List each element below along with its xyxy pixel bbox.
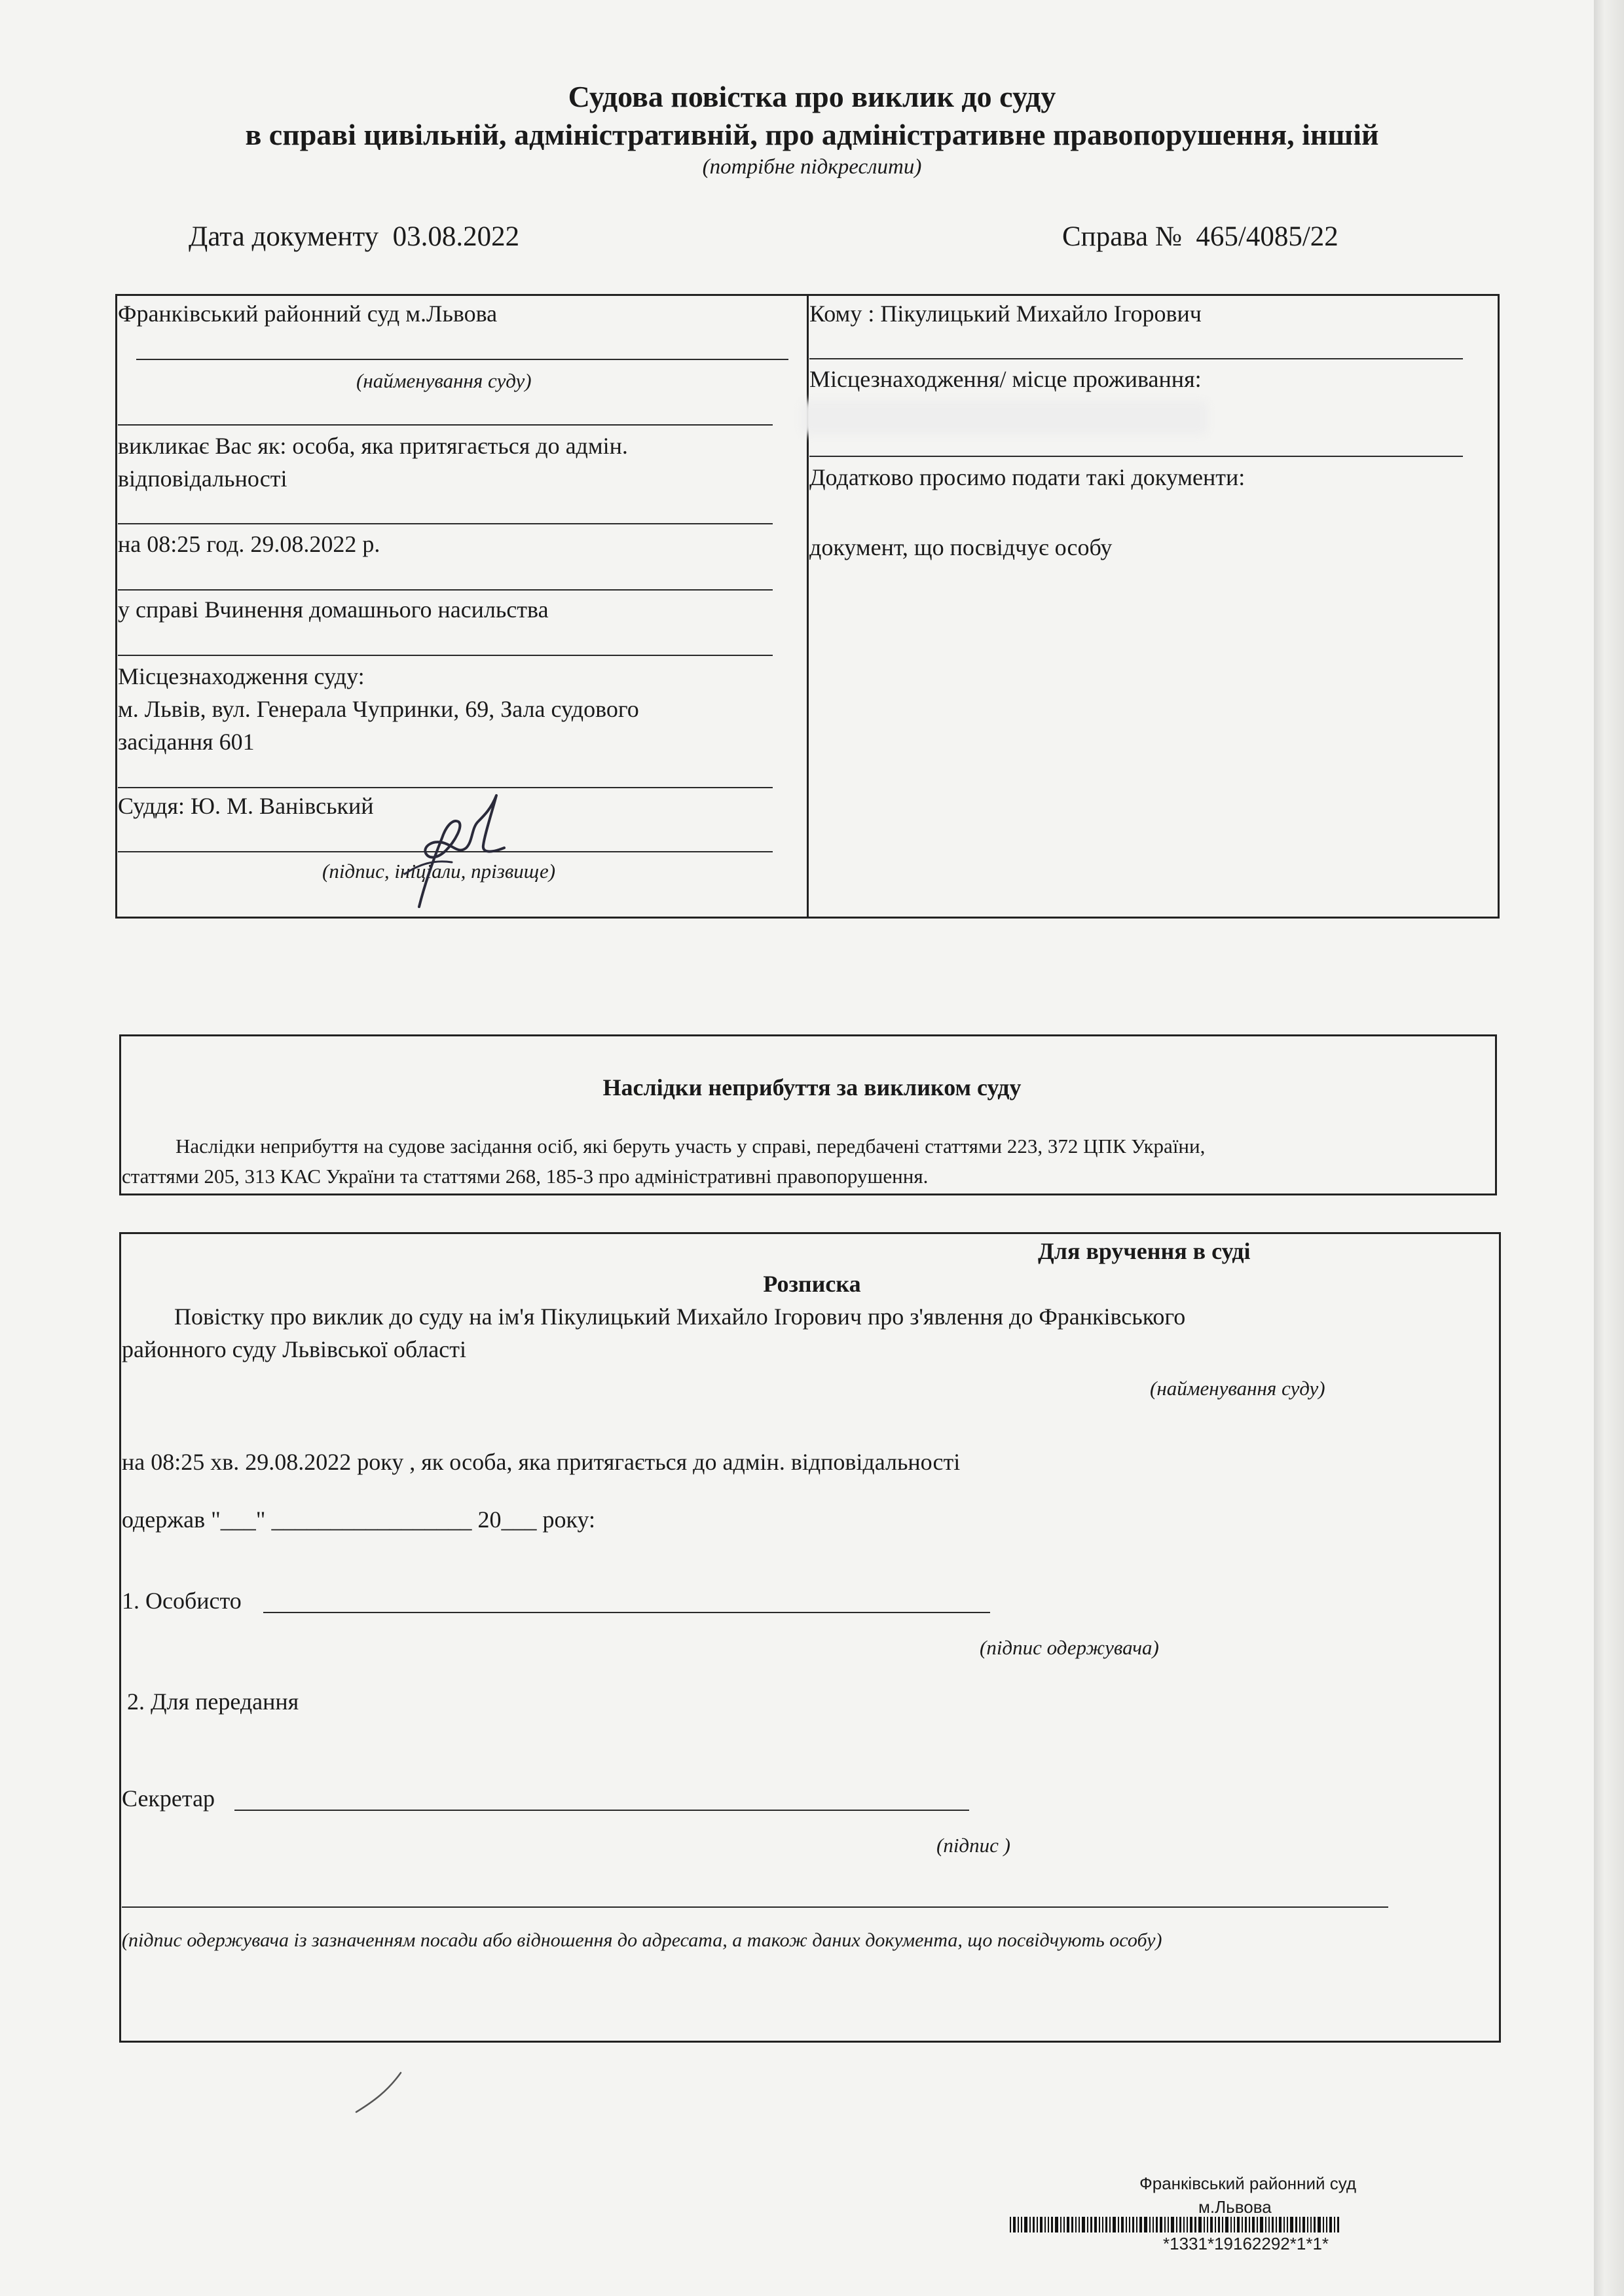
barcode-bar (1168, 2217, 1169, 2232)
barcode-bar (1153, 2217, 1154, 2232)
barcode-bar (1090, 2217, 1092, 2232)
recipient-signature-caption: (підпис одержувача) (980, 1636, 1159, 1659)
document-title: Судова повістка про виклик до суду (568, 80, 1056, 113)
barcode-bar (1079, 2217, 1080, 2232)
barcode-bar (1075, 2217, 1077, 2232)
transfer-label: 2. Для передання (127, 1688, 299, 1715)
barcode-bar (1265, 2217, 1266, 2232)
barcode-bar (1222, 2217, 1223, 2232)
divider (118, 589, 773, 591)
receipt-title: Розписка (763, 1271, 861, 1297)
receipt-text: Повістку про виклик до суду на ім'я Пікулицький Михайло Ігорович про з'явлення до Франківського (174, 1303, 1186, 1330)
barcode-bar (1132, 2217, 1134, 2232)
date-label: Дата документу (189, 221, 379, 252)
summons-divider (807, 294, 809, 919)
barcode-bar (1234, 2217, 1235, 2232)
barcode-bar (1194, 2217, 1196, 2232)
barcode-bar (1242, 2217, 1243, 2232)
underline-note: (потрібне підкреслити) (702, 155, 922, 179)
barcode-bar (1044, 2217, 1046, 2232)
barcode-bar (1272, 2217, 1274, 2232)
barcode-bar (1204, 2217, 1205, 2232)
barcode-bar (1207, 2217, 1208, 2232)
barcode-bar (1102, 2217, 1103, 2232)
secretary-signature-caption: (підпис ) (936, 1834, 1010, 1857)
pen-mark-icon (354, 2069, 406, 2115)
receipt-court-caption: (найменування суду) (1150, 1377, 1325, 1400)
barcode-number: *1331*19162292*1*1* (1163, 2234, 1329, 2253)
barcode-bar (1249, 2217, 1250, 2232)
barcode-bar (1136, 2217, 1137, 2232)
barcode-bar (1283, 2217, 1285, 2232)
barcode-bar (1094, 2217, 1097, 2232)
barcode-bar (1307, 2217, 1308, 2232)
barcode-bar (1299, 2217, 1301, 2232)
personal-signature-line (263, 1612, 990, 1613)
barcode-bar (1245, 2217, 1247, 2232)
barcode-bar (1071, 2217, 1073, 2232)
barcode-bar (1218, 2217, 1220, 2232)
stamp-court-name: Франківський районний суд (1139, 2174, 1357, 2193)
judge-signature-icon (380, 782, 524, 913)
recipient-underline (809, 358, 1463, 359)
barcode-bar (1144, 2217, 1147, 2232)
barcode-bar (1334, 2217, 1335, 2232)
barcode-bar (1210, 2217, 1213, 2232)
barcode-bar (1314, 2217, 1316, 2232)
barcode-bar (1109, 2217, 1111, 2232)
stamp-court-city: м.Львова (1198, 2197, 1272, 2217)
barcode-bar (1033, 2217, 1035, 2232)
court-location-address: м. Львів, вул. Генерала Чупринки, 69, Зала судового (118, 696, 639, 722)
barcode-bar (1149, 2217, 1151, 2232)
personal-label: 1. Особисто (122, 1588, 242, 1614)
page-edge-shadow (1594, 0, 1624, 2296)
barcode-bar (1010, 2217, 1011, 2232)
judge-name: Суддя: Ю. М. Ванівський (118, 793, 374, 819)
barcode-bar (1171, 2217, 1174, 2232)
barcode-bar (1279, 2217, 1282, 2232)
barcode-bar (1051, 2217, 1053, 2232)
barcode-bar (1060, 2217, 1061, 2232)
document-subtitle: в справі цивільній, адміністративній, про адміністративне правопорушення, іншій (245, 118, 1379, 151)
barcode-bar (1118, 2217, 1119, 2232)
consequences-text-cont: статтями 205, 313 КАС України та статтями 268, 185-3 про адміністративні правопорушення. (122, 1165, 929, 1188)
case-subject: у справі Вчинення домашнього насильства (118, 596, 549, 623)
barcode-bar (1024, 2217, 1027, 2232)
barcode-bar (1276, 2217, 1277, 2232)
court-name: Франківський районний суд м.Львова (118, 301, 498, 327)
barcode-bar (1260, 2217, 1263, 2232)
barcode-bar (1082, 2217, 1085, 2232)
barcode-bar (1021, 2217, 1022, 2232)
bottom-signature-line (122, 1906, 1388, 1908)
documents-label: Додатково просимо подати такі документи: (809, 464, 1246, 490)
judge-signature-caption: (підпис, ініціали, прізвище) (322, 860, 556, 883)
consequences-text: Наслідки неприбуття на судове засідання осіб, які беруть участь у справі, передбачені статтями 223, 372 ЦПК України, (175, 1135, 1206, 1157)
barcode-bar (1287, 2217, 1288, 2232)
barcode-bar (1055, 2217, 1058, 2232)
barcode-bar (1160, 2217, 1162, 2232)
redacted-address (802, 401, 1208, 435)
case-number (1062, 220, 1338, 254)
barcode-icon (1010, 2217, 1341, 2232)
barcode-bar (1237, 2217, 1240, 2232)
barcode-bar (1126, 2217, 1127, 2232)
court-location-label: Місцезнаходження суду: (118, 663, 365, 689)
barcode-bar (1302, 2217, 1305, 2232)
divider (118, 655, 773, 656)
barcode-bar (1225, 2217, 1228, 2232)
barcode-bar (1198, 2217, 1202, 2232)
residence-label: Місцезнаходження/ місце проживання: (809, 366, 1202, 392)
recipient-name: Кому : Пікулицький Михайло Ігорович (809, 301, 1202, 327)
barcode-bar (1129, 2217, 1130, 2232)
barcode-bar (1037, 2217, 1038, 2232)
barcode-bar (1013, 2217, 1016, 2232)
barcode-bar (1029, 2217, 1031, 2232)
barcode-bar (1187, 2217, 1188, 2232)
divider (118, 523, 773, 524)
summoned-as-cont: відповідальності (118, 465, 287, 492)
summoned-as: викликає Вас як: особа, яка притягається до адмін. (118, 433, 628, 459)
court-name-caption: (найменування суду) (356, 369, 532, 392)
barcode-bar (1257, 2217, 1258, 2232)
barcode-bar (1156, 2217, 1158, 2232)
barcode-bar (1139, 2217, 1142, 2232)
barcode-bar (1329, 2217, 1332, 2232)
barcode-bar (1113, 2217, 1116, 2232)
barcode-bar (1018, 2217, 1019, 2232)
barcode-bar (1318, 2217, 1321, 2232)
hearing-time: на 08:25 год. 29.08.2022 р. (118, 531, 380, 557)
date-value: 03.08.2022 (392, 221, 520, 252)
barcode-bar (1323, 2217, 1324, 2232)
consequences-title: Наслідки неприбуття за викликом суду (602, 1074, 1022, 1101)
barcode-bar (1099, 2217, 1100, 2232)
barcode-bar (1105, 2217, 1107, 2232)
received-date-line: одержав "___" _________________ 20___ року: (122, 1506, 596, 1533)
barcode-bar (1252, 2217, 1255, 2232)
case-label: Справа № (1062, 221, 1182, 252)
court-name-underline (136, 359, 788, 360)
barcode-bar (1121, 2217, 1124, 2232)
barcode-bar (1063, 2217, 1065, 2232)
documents-value: документ, що посвідчує особу (809, 534, 1113, 560)
for-court-label: Для вручення в суді (1038, 1238, 1251, 1264)
divider (118, 424, 773, 426)
receipt-hearing-time: на 08:25 хв. 29.08.2022 року , як особа, яка притягається до адмін. відповідальності (122, 1449, 961, 1475)
secretary-signature-line (234, 1810, 969, 1811)
barcode-bar (1179, 2217, 1181, 2232)
residence-underline (809, 456, 1463, 457)
barcode-bar (1310, 2217, 1312, 2232)
receipt-court: районного суду Львівської області (122, 1336, 466, 1362)
barcode-bar (1326, 2217, 1327, 2232)
barcode-bar (1215, 2217, 1216, 2232)
barcode-bar (1164, 2217, 1166, 2232)
barcode-bar (1087, 2217, 1088, 2232)
document-date (189, 220, 519, 254)
barcode-bar (1268, 2217, 1270, 2232)
barcode-bar (1190, 2217, 1192, 2232)
bottom-signature-caption: (підпис одержувача із зазначенням посади або відношення до адресата, а також даних документа, що посвідчують особу) (122, 1929, 1162, 1951)
secretary-label: Секретар (122, 1785, 215, 1812)
barcode-bar (1040, 2217, 1043, 2232)
barcode-bar (1183, 2217, 1185, 2232)
case-value: 465/4085/22 (1196, 221, 1338, 252)
barcode-bar (1048, 2217, 1049, 2232)
barcode-bar (1067, 2217, 1069, 2232)
court-location-room: засідання 601 (118, 729, 255, 755)
barcode-bar (1230, 2217, 1232, 2232)
barcode-bar (1295, 2217, 1297, 2232)
barcode-bar (1290, 2217, 1293, 2232)
barcode-bar (1337, 2217, 1339, 2232)
barcode-bar (1176, 2217, 1177, 2232)
